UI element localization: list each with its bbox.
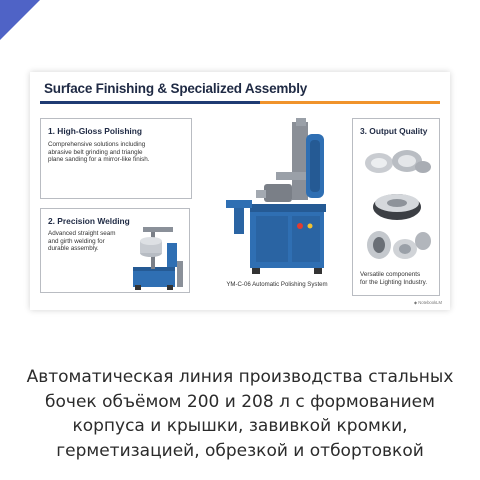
title-rule: [40, 101, 440, 104]
section-title: 1. High-Gloss Polishing: [48, 126, 142, 136]
section-text: Comprehensive solutions including abrasive belt grinding and triangle plane sanding for a mirror-like finish.: [48, 141, 150, 164]
watermark: ◆ NotebookLM: [413, 300, 442, 305]
slide-title: Surface Finishing & Specialized Assembly: [44, 81, 308, 96]
section-welding: [40, 208, 190, 293]
section-title: 2. Precision Welding: [48, 216, 130, 226]
polishing-machine-image: [206, 114, 346, 286]
product-samples-image: [361, 141, 433, 267]
caption-text: [20, 365, 460, 463]
machine-caption: YM-C-06 Automatic Polishing System: [226, 281, 328, 288]
caption-line: бочек объёмом 200 и 208 л с формованием: [45, 391, 435, 412]
corner-accent: [0, 0, 40, 40]
section-title: 3. Output Quality: [360, 126, 428, 136]
slide-image: [30, 72, 450, 310]
caption-line: герметизацией, обрезкой и отбортовкой: [56, 440, 424, 461]
caption-line: Автоматическая линия производства стальных: [26, 367, 454, 387]
section-output-quality: [352, 118, 440, 296]
watermark-icon: ◆: [413, 300, 419, 305]
section-text: Versatile components for the Lighting Industry.: [360, 271, 428, 286]
section-text: Advanced straight seam and girth welding for durable assembly.: [48, 230, 116, 253]
welding-machine-image: [129, 223, 187, 291]
caption-line: корпуса и крышки, завивкой кромки,: [72, 416, 408, 436]
section-polishing: [40, 118, 192, 199]
